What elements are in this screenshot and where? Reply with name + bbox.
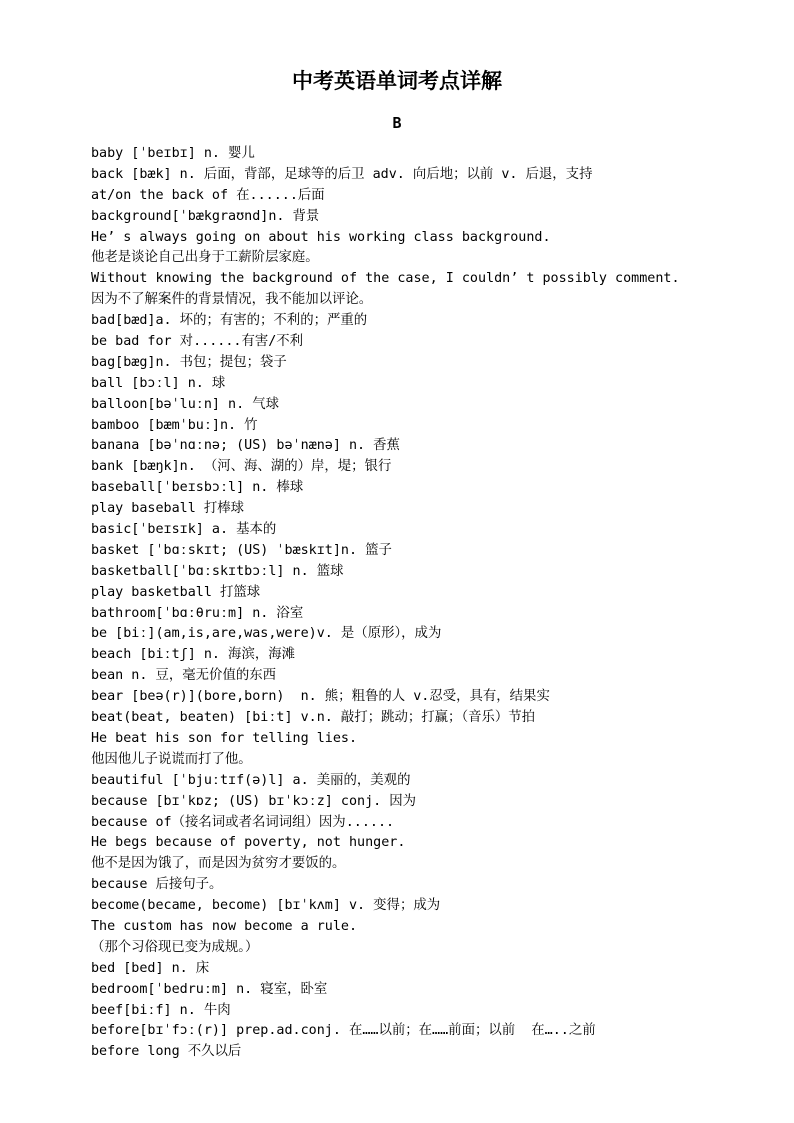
entry-line: basic[ˈbeɪsɪk] a. 基本的 bbox=[91, 522, 277, 538]
entry-line: He’ s always going on about his working class background. bbox=[91, 229, 551, 245]
entry-line: background[ˈbækgraʊnd]n. 背景 bbox=[91, 208, 320, 224]
entry-line: beat(beat, beaten) [biːt] v.n. 敲打；跳动；打赢；（音乐）节拍 bbox=[91, 710, 536, 726]
entry-line: He begs because of poverty, not hunger. bbox=[91, 835, 406, 851]
entry-line: because of（接名词或者名词词组）因为...... bbox=[91, 814, 395, 830]
entry-line: be [biː](am,is,are,was,were)v. 是（原形），成为 bbox=[91, 626, 442, 642]
entry-line: bean n. 豆，毫无价值的东西 bbox=[91, 668, 277, 684]
entry-line: because 后接句子。 bbox=[91, 877, 223, 893]
entry-line: at/on the back of 在......后面 bbox=[91, 187, 325, 203]
entry-line: before[bɪˈfɔː(r)] prep.ad.conj. 在……以前；在……前面；以前 在…..之前 bbox=[91, 1023, 596, 1039]
entry-line: The custom has now become a rule. bbox=[91, 918, 358, 934]
entry-line: play baseball 打棒球 bbox=[91, 501, 245, 517]
entry-line: bathroom[ˈbɑːθruːm] n. 浴室 bbox=[91, 605, 304, 621]
entry-line: （那个习俗现已变为成规。） bbox=[91, 939, 259, 955]
entry-line: beef[biːf] n. 牛肉 bbox=[91, 1002, 231, 1018]
entry-line: 他不是因为饿了，而是因为贫穷才要饭的。 bbox=[91, 856, 346, 872]
entry-line: 因为不了解案件的背景情况，我不能加以评论。 bbox=[91, 292, 373, 308]
entry-line: back [bæk] n. 后面，背部，足球等的后卫 adv. 向后地；以前 v. 后退，支持 bbox=[91, 166, 593, 182]
entry-line: beautiful [ˈbjuːtɪf(ə)l] a. 美丽的，美观的 bbox=[91, 772, 411, 788]
entry-line: bamboo [bæmˈbuː]n. 竹 bbox=[91, 417, 258, 433]
entry-line: baseball[ˈbeɪsbɔːl] n. 棒球 bbox=[91, 480, 304, 496]
entry-line: basket [ˈbɑːskɪt; (US) ˈbæskɪt]n. 篮子 bbox=[91, 542, 392, 558]
entry-line: bag[bæg]n. 书包；提包；袋子 bbox=[91, 354, 287, 370]
entry-line: bank [bæŋk]n. （河、海、湖的）岸，堤；银行 bbox=[91, 459, 392, 475]
entry-line: be bad for 对......有害/不利 bbox=[91, 334, 304, 350]
vocabulary-entries bbox=[91, 144, 731, 1063]
section-letter: B bbox=[392, 114, 402, 132]
entry-line: ball [bɔːl] n. 球 bbox=[91, 375, 226, 391]
entry-line: banana [bəˈnɑːnə; (US) bəˈnænə] n. 香蕉 bbox=[91, 438, 400, 454]
entry-line: basketball[ˈbɑːskɪtbɔːl] n. 篮球 bbox=[91, 563, 344, 579]
entry-line: He beat his son for telling lies. bbox=[91, 730, 358, 746]
entry-line: 他因他儿子说谎而打了他。 bbox=[91, 751, 252, 767]
entry-line: baby [ˈbeɪbɪ] n. 婴儿 bbox=[91, 146, 255, 161]
entry-line: become(became, become) [bɪˈkʌm] v. 变得；成为 bbox=[91, 898, 441, 914]
entry-line: play basketball 打篮球 bbox=[91, 584, 261, 600]
entry-line: before long 不久以后 bbox=[91, 1044, 242, 1060]
entry-line: 他老是谈论自己出身于工薪阶层家庭。 bbox=[91, 250, 319, 266]
page-title: 中考英语单词考点详解 bbox=[292, 69, 502, 93]
entry-line: bad[bæd]a. 坏的；有害的；不利的；严重的 bbox=[91, 313, 368, 329]
entry-line: Without knowing the background of the case, I couldn’ t possibly comment. bbox=[91, 271, 680, 287]
entry-line: beach [biːtʃ] n. 海滨，海滩 bbox=[91, 647, 296, 663]
entry-line: because [bɪˈkɒz; (US) bɪˈkɔːz] conj. 因为 bbox=[91, 793, 417, 809]
entry-line: bear [beə(r)](bore,born) n. 熊；粗鲁的人 v.忍受，具有，结果实 bbox=[91, 689, 550, 705]
entry-line: bed [bed] n. 床 bbox=[91, 960, 210, 976]
entry-line: bedroom[ˈbedruːm] n. 寝室，卧室 bbox=[91, 981, 328, 997]
entry-line: balloon[bəˈluːn] n. 气球 bbox=[91, 396, 280, 412]
